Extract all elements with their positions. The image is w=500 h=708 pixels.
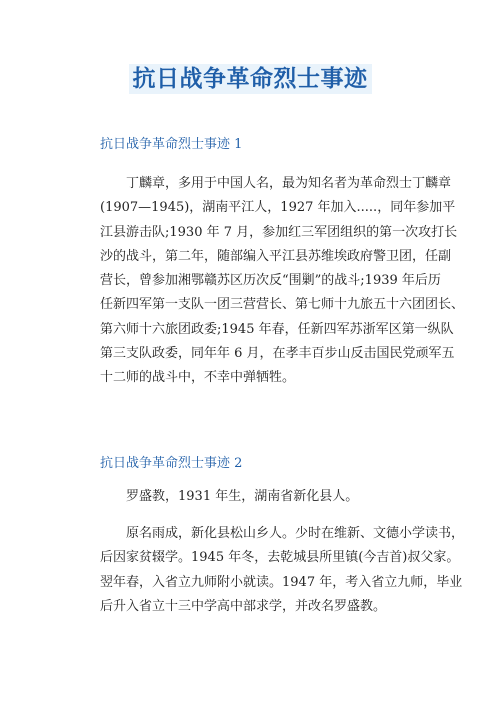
paragraph-2 xyxy=(100,485,400,509)
section-heading-1: 抗日战争革命烈士事迹 1 xyxy=(100,137,243,152)
paragraph-line: 罗盛教，1931 年生，湖南省新化县人。 xyxy=(126,489,359,504)
paragraph-3 xyxy=(100,522,465,619)
paragraph-line: (1907—1945)，湖南平江人，1927 年加入.....，同年参加平 xyxy=(100,200,456,216)
paragraph-line: 第三支队政委，同年年 6 月，在孝丰百步山反击国民党顽军五 xyxy=(100,346,455,362)
paragraph-1 xyxy=(100,172,465,391)
document-title: 抗日战争革命烈士事迹 xyxy=(129,64,372,94)
paragraph-line: 营长，曾参加湘鄂赣苏区历次反“围剿”的战斗;1939 年后历 xyxy=(100,273,441,289)
paragraph-line: 江县游击队;1930 年 7 月，参加红三军团组织的第一次攻打长 xyxy=(100,224,458,240)
paragraph-line: 任新四军第一支队一团三营营长、第七师十九旅五十六团团长、 xyxy=(100,297,465,313)
paragraph-line: 翌年春，入省立九师附小就读。1947 年，考入省立九师，毕业 xyxy=(100,574,463,590)
paragraph-line: 十二师的战斗中，不幸中弹牺牲。 xyxy=(100,370,296,386)
paragraph-line: 第六师十六旅团政委;1945 年春，任新四军苏浙军区第一纵队 xyxy=(100,321,454,337)
title-container xyxy=(0,64,500,94)
paragraph-line: 后因家贫辍学。1945 年冬，去乾城县所里镇(今吉首)叔父家。 xyxy=(100,550,460,566)
paragraph-line: 后升入省立十三中学高中部求学，并改名罗盛教。 xyxy=(100,598,387,614)
section-heading-2: 抗日战争革命烈士事迹 2 xyxy=(100,456,243,471)
paragraph-line: 丁麟章，多用于中国人名，最为知名者为革命烈士丁麟章 xyxy=(126,176,452,191)
paragraph-line: 原名雨成，新化县松山乡人。少时在维新、文德小学读书， xyxy=(126,526,465,541)
paragraph-line: 沙的战斗，第二年，随部编入平江县苏维埃政府警卫团，任副 xyxy=(100,248,452,264)
